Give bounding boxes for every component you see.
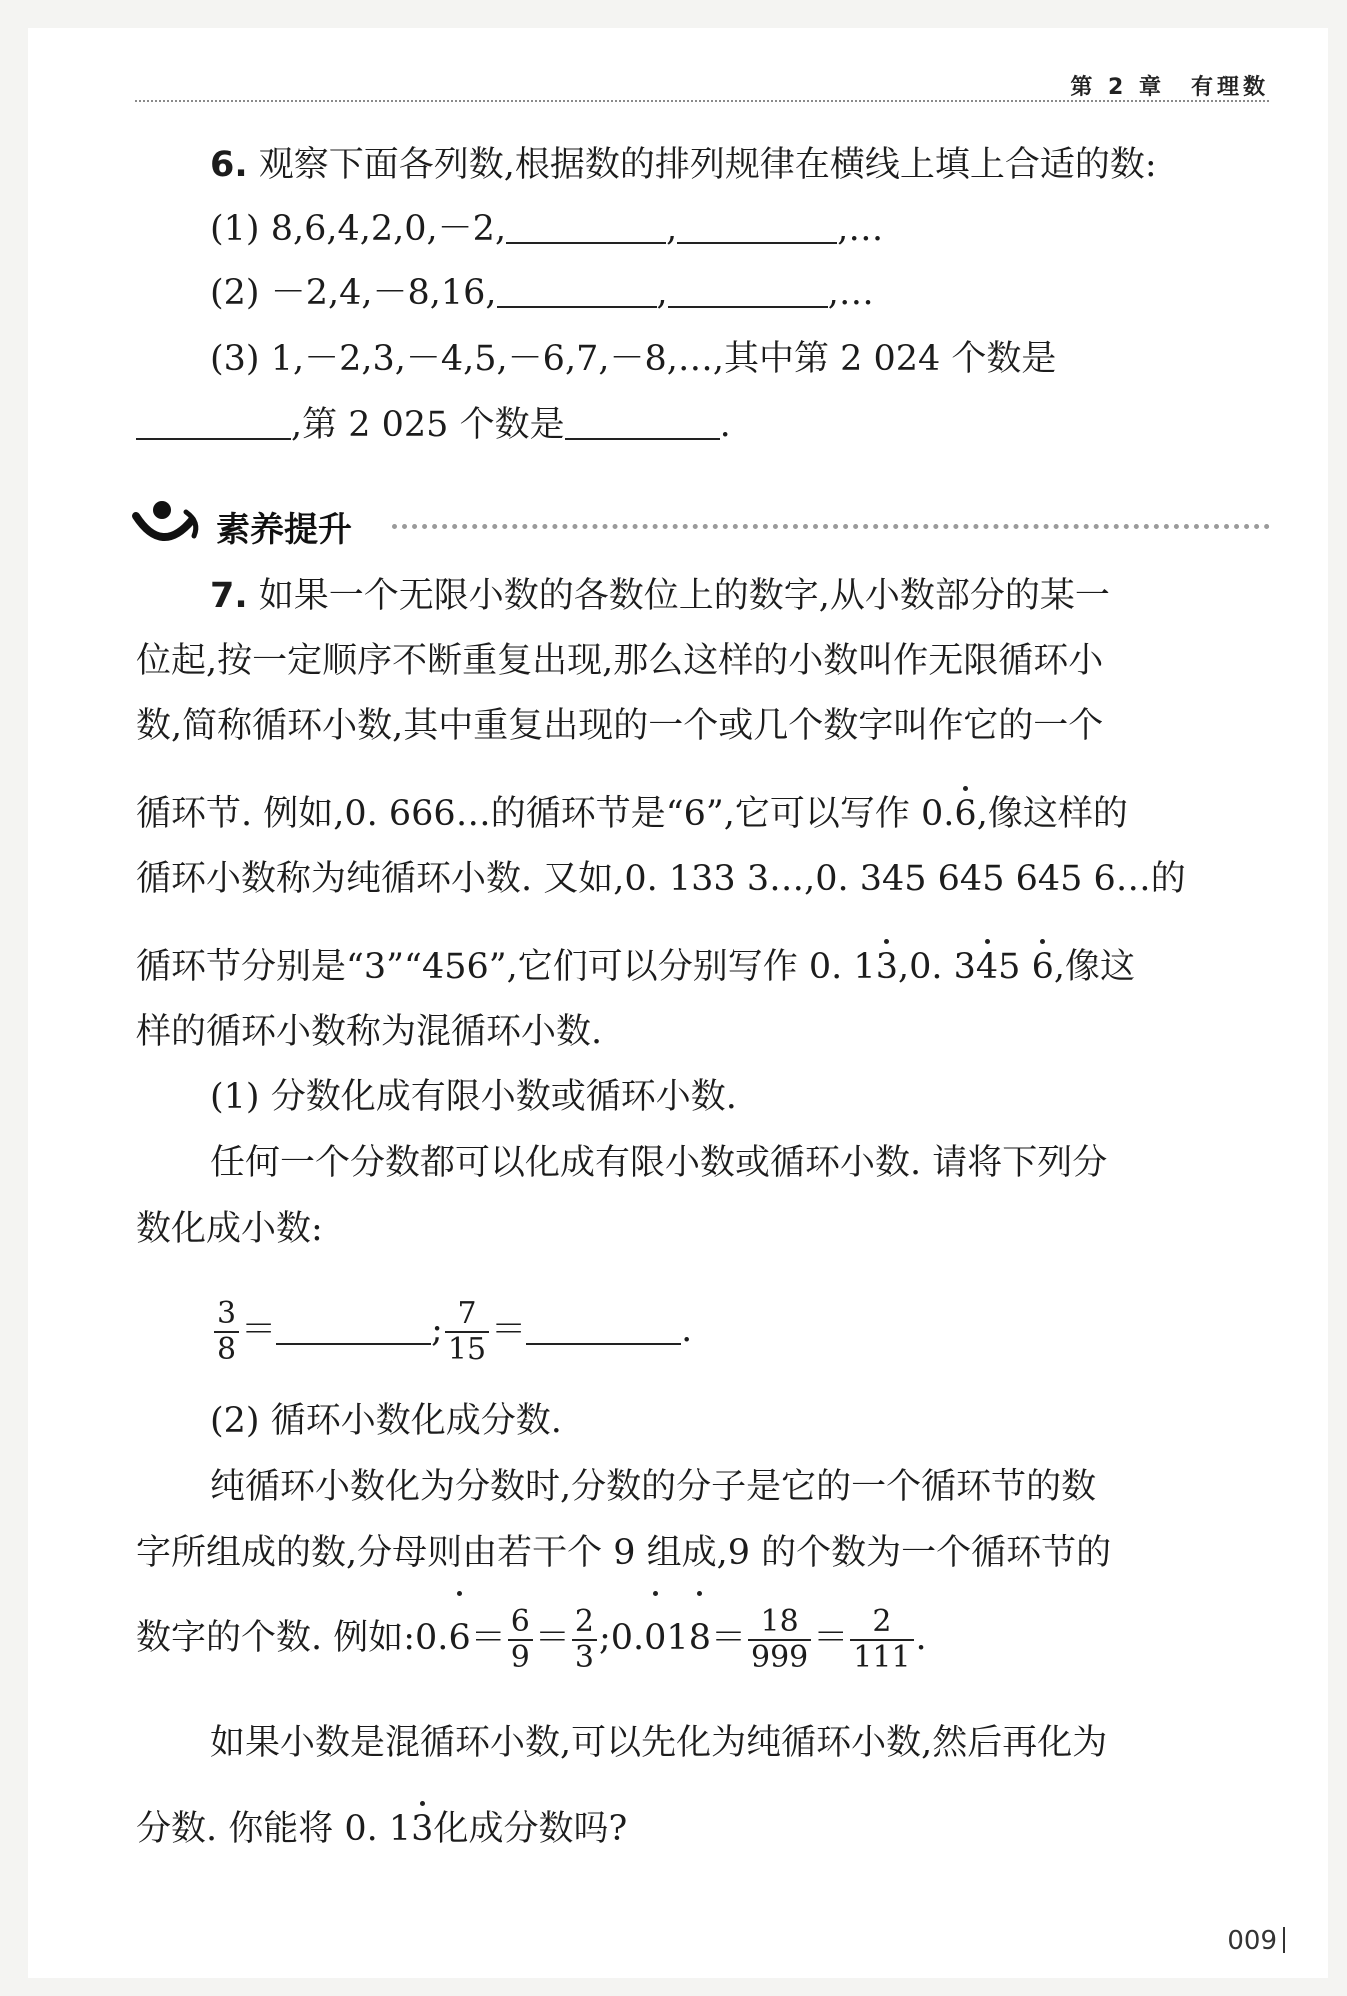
section-header [130, 496, 1270, 552]
running-header [135, 70, 1269, 102]
q7-line: 数化成小数: [136, 1209, 323, 1249]
answer-blank[interactable] [497, 276, 657, 308]
q7-line: 字所组成的数,分母则由若干个 9 组成,9 的个数为一个循环节的 [136, 1533, 1112, 1573]
q7-line: 循环节. 例如,0. 666…的循环节是“6”,它可以写作 0.6,像这样的 [136, 794, 1128, 834]
q7-line: 任何一个分数都可以化成有限小数或循环小数. 请将下列分 [210, 1143, 1108, 1183]
q6-part3: (3) 1,－2,3,－4,5,－6,7,－8,…,其中第 2 024 个数是 [210, 339, 1057, 379]
fraction: $\frac{7}{15}$ [445, 1297, 489, 1367]
page [28, 28, 1328, 1978]
q7-line: 纯循环小数化为分数时,分数的分子是它的一个循环节的数 [210, 1467, 1097, 1507]
q6-prompt: 6. 观察下面各列数,根据数的排列规律在横线上填上合适的数: [210, 145, 1157, 185]
section-icon [130, 498, 204, 550]
fraction: $\frac{2}{3}$ [572, 1605, 597, 1675]
repeating-digit: 4 [975, 947, 999, 987]
repeating-digit: 3 [875, 947, 898, 987]
q7-line: 数,简称循环小数,其中重复出现的一个或几个数字叫作它的一个 [136, 706, 1104, 746]
fraction: $\frac{6}{9}$ [508, 1605, 533, 1675]
repeating-digit: 6 [448, 1598, 470, 1678]
repeating-digit: 3 [411, 1809, 434, 1849]
answer-blank[interactable] [668, 276, 828, 308]
q7-line: 位起,按一定顺序不断重复出现,那么这样的小数叫作无限循环小 [136, 641, 1104, 681]
q7-line: 7. 如果一个无限小数的各数位上的数字,从小数部分的某一 [210, 576, 1110, 616]
fraction-exercise: $\frac{3}{8}$ ＝ ; $\frac{7}{15}$ ＝ . [212, 1290, 692, 1370]
q6-part1: (1) 8,6,4,2,0,－2, , ,… [210, 209, 884, 249]
repeating-digit: 8 [689, 1598, 711, 1678]
q7-number: 7. [210, 576, 248, 616]
q7-line: 循环节分别是“3”“456”,它们可以分别写作 0. 13,0. 345 6,像这 [136, 947, 1135, 987]
answer-blank[interactable] [526, 1313, 681, 1345]
page-number: 009 [1227, 1926, 1285, 1956]
repeating-digit: 6 [1031, 947, 1054, 987]
fraction: $\frac{2}{111}$ [850, 1605, 913, 1675]
q7-question: 分数. 你能将 0. 13化成分数吗? [136, 1809, 628, 1849]
fraction: $\frac{3}{8}$ [214, 1297, 239, 1367]
q7-subheading-2: (2) 循环小数化成分数. [210, 1401, 562, 1441]
q7-line: 循环小数称为纯循环小数. 又如,0. 133 3…,0. 345 645 645 6…的 [136, 859, 1186, 899]
q7-line: 样的循环小数称为混循环小数. [136, 1012, 603, 1052]
answer-blank[interactable] [276, 1313, 431, 1345]
example-line: 数字的个数. 例如:0.6＝ $\frac{6}{9}$ ＝ $\frac{2}{3}$ ;0.018＝ $\frac{18}{999}$ ＝ $\frac{2}{111}$ . [136, 1598, 927, 1678]
q7-line: 如果小数是混循环小数,可以先化为纯循环小数,然后再化为 [210, 1723, 1108, 1763]
answer-blank[interactable] [136, 408, 291, 440]
chapter-title: 第 2 章 有理数 [1070, 75, 1269, 100]
section-divider [392, 524, 1270, 529]
repeating-digit: 6 [954, 794, 977, 834]
answer-blank[interactable] [565, 408, 720, 440]
repeating-digit: 0 [644, 1598, 666, 1678]
fraction: $\frac{18}{999}$ [748, 1605, 811, 1675]
q7-subheading-1: (1) 分数化成有限小数或循环小数. [210, 1077, 737, 1117]
answer-blank[interactable] [677, 212, 837, 244]
q6-part2: (2) －2,4,－8,16, , ,… [210, 273, 874, 313]
answer-blank[interactable] [506, 212, 666, 244]
q6-number: 6. [210, 145, 248, 185]
q6-part3-cont: ,第 2 025 个数是 . [136, 404, 731, 446]
section-title: 素养提升 [216, 510, 352, 550]
